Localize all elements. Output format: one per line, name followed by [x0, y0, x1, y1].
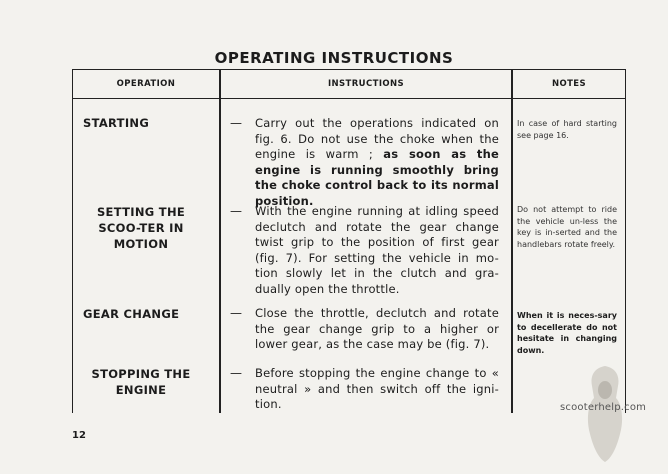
note-starting: In case of hard starting see page 16.: [517, 119, 617, 140]
operation-starting: STARTING: [83, 116, 150, 130]
table-header: [73, 70, 625, 99]
dash: —: [230, 116, 242, 130]
instructions-setting-in-motion: With the engine running at idling speed declutch and rotate the gear change twist grip to the position of first gear (fig. 7). For setting the vehicle in mo-tion slowly let in the clutch and gra-dually open the throttle.: [255, 204, 499, 296]
column-divider: [219, 70, 221, 413]
page-number: 12: [72, 430, 86, 441]
instructions-table: [72, 69, 626, 413]
instructions-stopping-engine: Before stopping the engine change to « neutral » and then switch off the igni-tion.: [255, 366, 499, 412]
header-operation: OPERATION: [116, 79, 176, 89]
header-instructions: INSTRUCTIONS: [327, 79, 405, 89]
header-notes: NOTES: [551, 79, 587, 89]
instructions-emphasis: as soon as the engine is running smoothly bring the choke control back to its normal position.: [255, 147, 499, 208]
note-setting-in-motion: Do not attempt to ride the vehicle un-less the key is in-serted and the handlebars rotate freely.: [517, 205, 617, 249]
operation-gear-change: GEAR CHANGE: [83, 307, 180, 321]
scooter-logo-icon: [580, 364, 630, 464]
column-divider: [511, 70, 513, 413]
dash: —: [230, 366, 242, 380]
watermark: scooterhelp.com: [560, 402, 647, 413]
instructions-gear-change: Close the throttle, declutch and rotate the gear change grip to a higher or lower gear, as the case may be (fig. 7).: [255, 306, 499, 352]
note-gear-change: When it is neces-sary to decellerate do not hesitate in changing down.: [517, 311, 617, 355]
operation-stopping-engine: STOPPING THE ENGINE: [91, 367, 191, 397]
dash: —: [230, 306, 242, 320]
instructions-plain: Carry out the operations indicated on fig. 6. Do not use the choke when the engine is warm ;: [255, 116, 499, 162]
page-title: OPERATING INSTRUCTIONS: [214, 49, 454, 67]
dash: —: [230, 204, 242, 218]
operation-setting-in-motion: SETTING THE SCOO-TER IN MOTION: [96, 205, 186, 251]
instructions-starting: [255, 116, 499, 210]
